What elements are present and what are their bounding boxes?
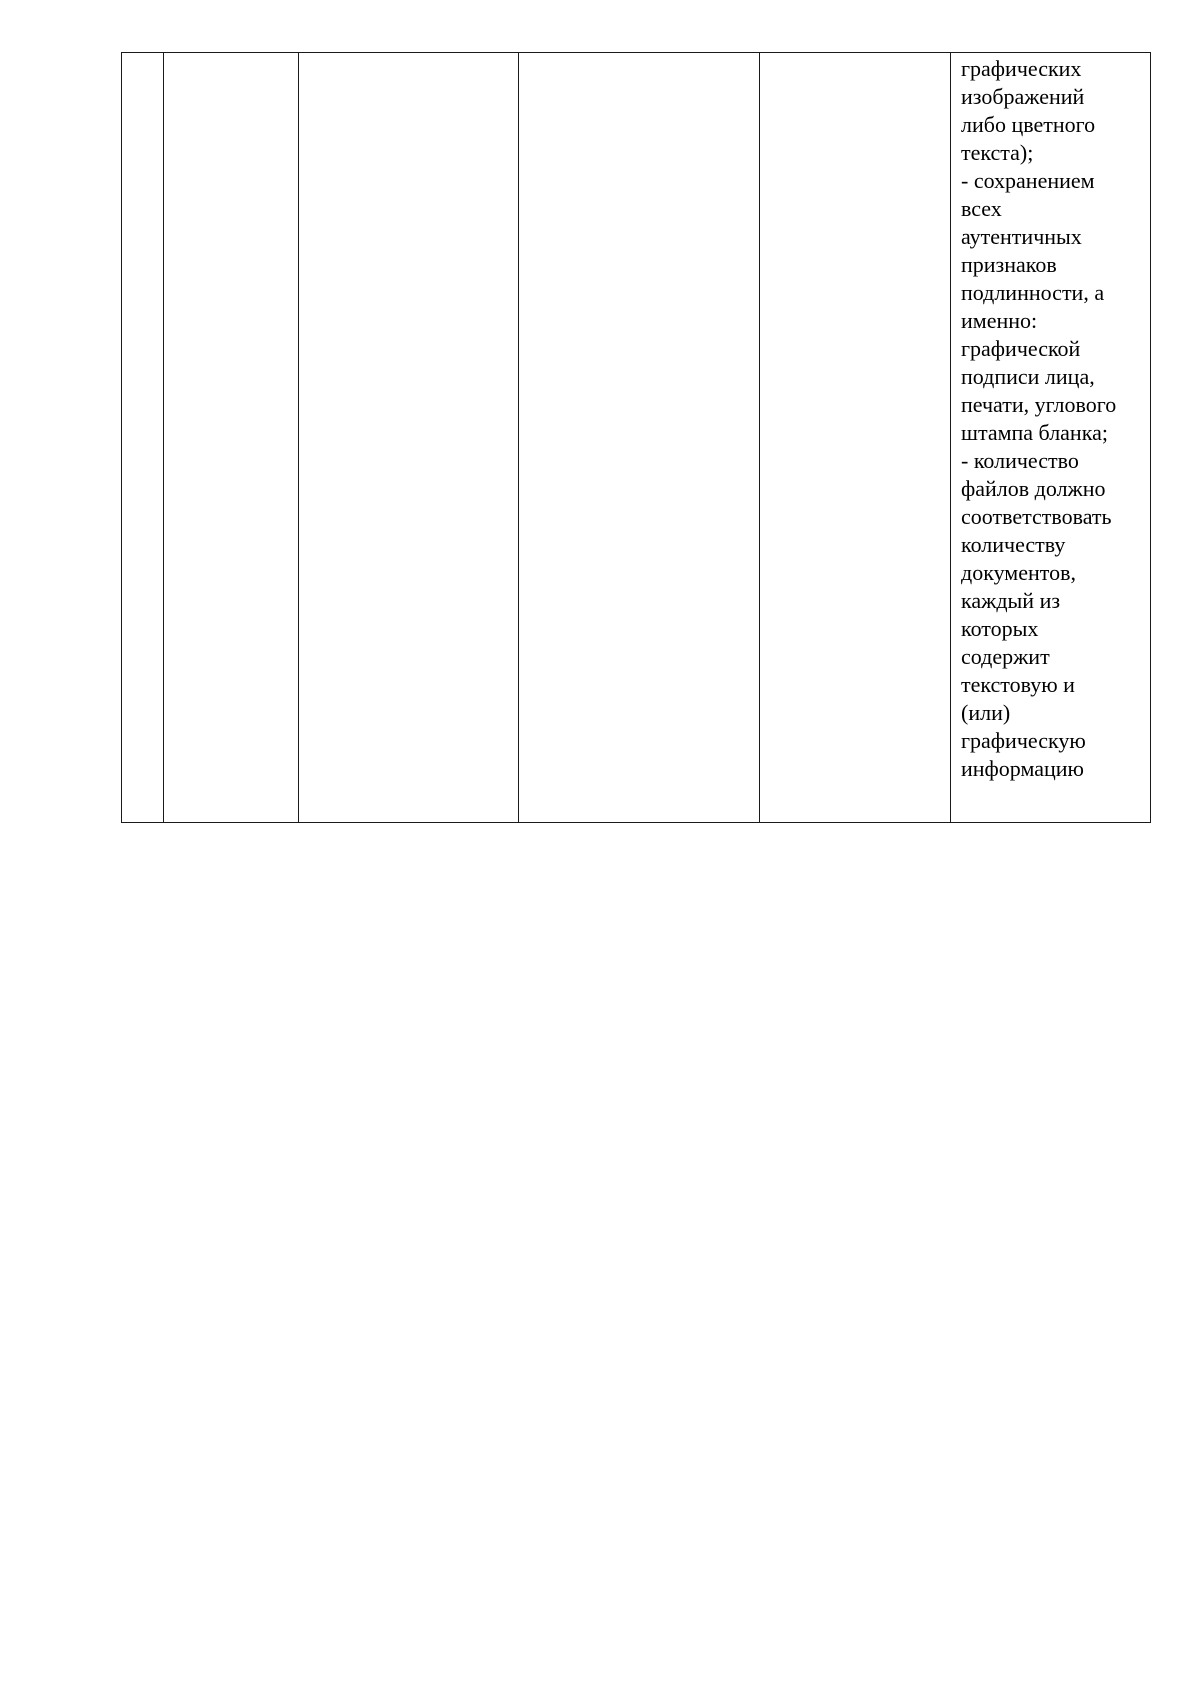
requirements-text [951, 53, 1150, 783]
text-line: изображений [961, 84, 1085, 109]
text-line: всех [961, 196, 1002, 221]
text-line: графической [961, 336, 1081, 361]
text-line: графических [961, 56, 1082, 81]
text-line: штампа бланка; [961, 420, 1108, 445]
text-line: печати, углового [961, 392, 1117, 417]
text-line: либо цветного [961, 112, 1096, 137]
text-line: подлинности, а [961, 280, 1105, 305]
text-line: именно: [961, 308, 1038, 333]
text-line: файлов должно [961, 476, 1106, 501]
table-cell-requirements [951, 53, 1151, 823]
table-cell-number [122, 53, 164, 823]
text-line: информацию [961, 756, 1084, 781]
text-line: текстовую и [961, 672, 1075, 697]
text-line: соответствовать [961, 504, 1112, 529]
text-line: количеству [961, 532, 1066, 557]
text-line: - количество [961, 448, 1079, 473]
text-line: которых [961, 616, 1039, 641]
text-line: графическую [961, 728, 1086, 753]
text-line: признаков [961, 252, 1057, 277]
text-line: текста); [961, 140, 1034, 165]
text-line: (или) [961, 700, 1011, 725]
text-line: содержит [961, 644, 1050, 669]
text-line: аутентичных [961, 224, 1082, 249]
text-line: документов, [961, 560, 1076, 585]
text-line: - сохранением [961, 168, 1095, 193]
table-cell-2 [164, 53, 299, 823]
table-cell-4 [519, 53, 760, 823]
table-cell-5 [760, 53, 951, 823]
table-cell-3 [299, 53, 519, 823]
table-row [122, 53, 1151, 823]
text-line: подписи лица, [961, 364, 1095, 389]
requirements-table [121, 52, 1151, 823]
text-line: каждый из [961, 588, 1061, 613]
